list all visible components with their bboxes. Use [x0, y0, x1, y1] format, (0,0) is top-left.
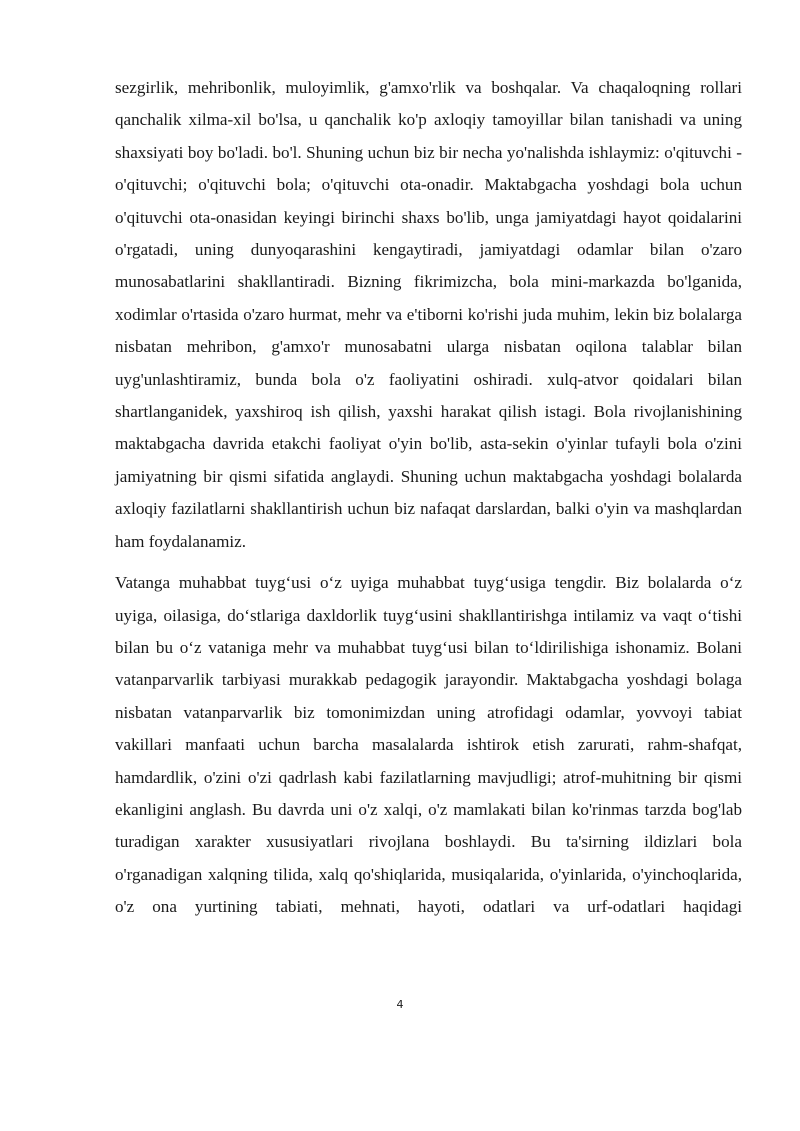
page-number: 4: [396, 998, 404, 1011]
paragraph-2: Vatanga muhabbat tuyg‘usi o‘z uyiga muhabbat tuyg‘usiga tengdir. Biz bolalarda o‘z uyiga, oilasiga, do‘stlariga daxldorlik tuyg‘usini shakllantirishga intilamiz va vaqt o‘tishi bilan bu o‘z vataniga mehr va muhabbat tuyg‘usi bilan to‘ldirilishiga ishonamiz. Bolani vatanparvarlik tarbiyasi murakkab pedagogik jarayondir. Maktabgacha yoshdagi bolaga nisbatan vatanparvarlik biz tomonimizdan uning atrofidagi odamlar, yovvoyi tabiat vakillari manfaati uchun barcha masalalarda ishtirok etish zarurati, rahm-shafqat, hamdardlik, o'zini o'zi qadrlash kabi fazilatlarning mavjudligi; atrof-muhitning bir qismi ekanligini anglash. Bu davrda uni o'z xalqi, o'z mamlakati bilan ko'rinmas tarzda bog'lab turadigan xarakter xususiyatlari rivojlana boshlaydi. Bu ta'sirning ildizlari bola o'rganadigan xalqning tilida, xalq qo'shiqlarida, musiqalarida, o'yinlarida, o'yinchoqlarida, o'z ona yurtining tabiati, mehnati, hayoti, odatlari va urf-odatlari haqidagi: [115, 573, 742, 917]
body-text: [115, 72, 742, 924]
paragraph-1: sezgirlik, mehribonlik, muloyimlik, g'amxo'rlik va boshqalar. Va chaqaloqning rollari qanchalik xilma-xil bo'lsa, u qanchalik ko'p axloqiy tamoyillar bilan tanishadi va uning shaxsiyati boy bo'ladi. bo'l. Shuning uchun biz bir necha yo'nalishda ishlaymiz: o'qituvchi - o'qituvchi; o'qituvchi bola; o'qituvchi ota-onadir. Maktabgacha yoshdagi bola uchun o'qituvchi ota-onasidan keyingi birinchi shaxs bo'lib, unga jamiyatdagi hayot qoidalarini o'rgatadi, uning dunyoqarashini kengaytiradi, jamiyatdagi odamlar bilan o'zaro munosabatlarini shakllantiradi. Bizning fikrimizcha, bola mini-markazda bo'lganida, xodimlar o'rtasida o'zaro hurmat, mehr va e'tiborni ko'rishi juda muhim, lekin biz bolalarga nisbatan mehribon, g'amxo'r munosabatni ularga nisbatan oqilona talablar bilan uyg'unlashtiramiz, bunda bola o'z faoliyatini oshiradi. xulq-atvor qoidalari bilan shartlanganidek, yaxshiroq ish qilish, yaxshi harakat qilish istagi. Bola rivojlanishining maktabgacha davrida etakchi faoliyat o'yin bo'lib, asta-sekin o'yinlar tufayli bola o'zini jamiyatning bir qismi sifatida anglaydi. Shuning uchun maktabgacha yoshdagi bolalarda axloqiy fazilatlarni shakllantirish uchun biz nafaqat darslardan, balki o'yin va mashqlardan ham foydalanamiz.: [115, 78, 742, 551]
